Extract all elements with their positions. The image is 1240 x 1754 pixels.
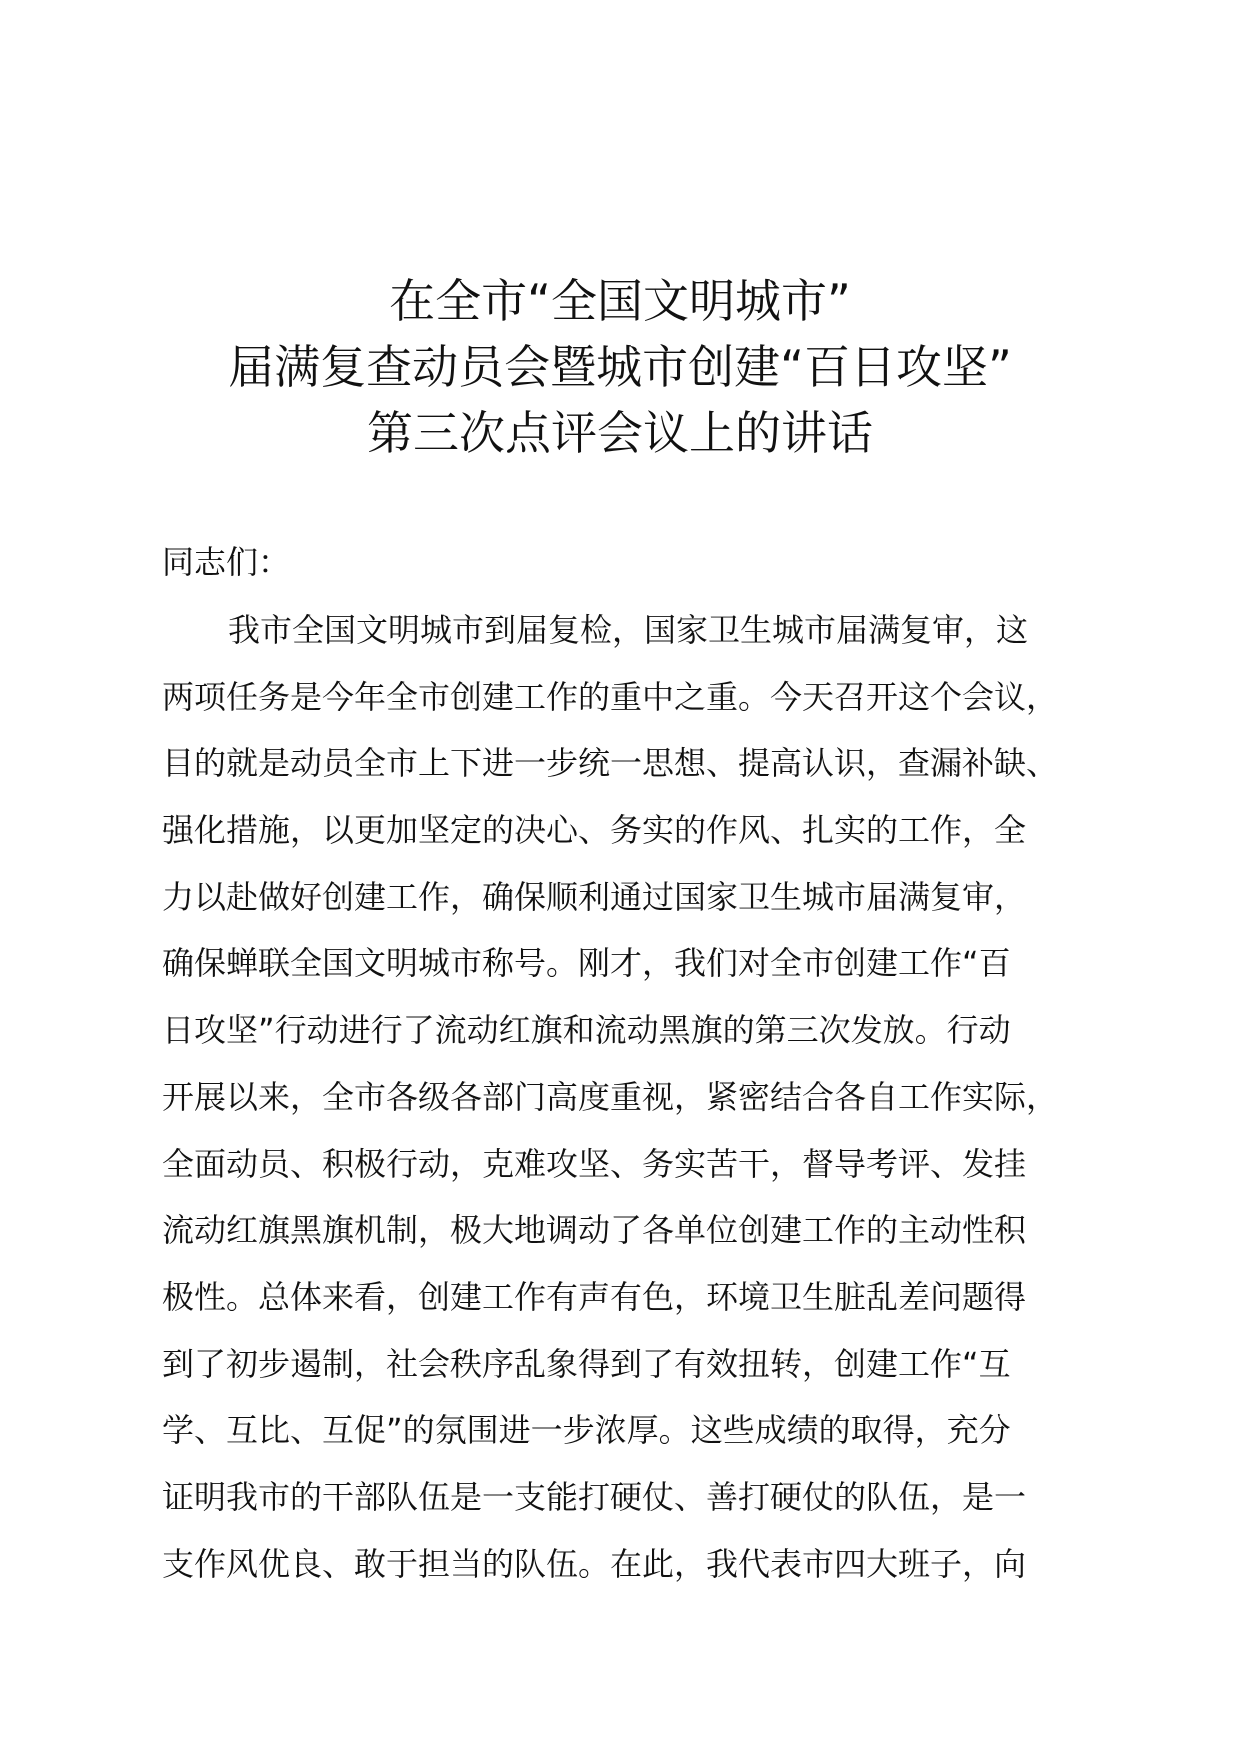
body-line: 开展以来，全市各级各部门高度重视，紧密结合各自工作实际， xyxy=(162,1077,1059,1116)
body-line: 日攻坚”行动进行了流动红旗和流动黑旗的第三次发放。行动 xyxy=(162,1011,1011,1050)
title-line-1: 在全市“全国文明城市” xyxy=(389,274,851,328)
body-line: 支作风优良、敢于担当的队伍。在此，我代表市四大班子，向 xyxy=(162,1544,1027,1583)
body-line: 证明我市的干部队伍是一支能打硬仗、善打硬仗的队伍，是一 xyxy=(162,1477,1027,1516)
body-line: 力以赴做好创建工作，确保顺利通过国家卫生城市届满复审， xyxy=(162,877,1027,916)
body-line: 两项任务是今年全市创建工作的重中之重。今天召开这个会议， xyxy=(162,677,1059,716)
body-line: 目的就是动员全市上下进一步统一思想、提高认识，查漏补缺、 xyxy=(162,744,1059,783)
body-line: 全面动员、积极行动，克难攻坚、务实苦干，督导考评、发挂 xyxy=(162,1144,1027,1183)
body-line: 强化措施，以更加坚定的决心、务实的作风、扎实的工作，全 xyxy=(162,811,1027,850)
salutation: 同志们： xyxy=(162,543,291,581)
body-line: 我市全国文明城市到届复检，国家卫生城市届满复审，这 xyxy=(228,611,1029,649)
body-line: 学、互比、互促”的氛围进一步浓厚。这些成绩的取得，充分 xyxy=(162,1411,1011,1450)
title-line-2: 届满复查动员会暨城市创建“百日攻坚” xyxy=(228,340,1012,394)
body-line: 到了初步遏制，社会秩序乱象得到了有效扭转，创建工作“互 xyxy=(162,1344,1011,1383)
body-line: 确保蝉联全国文明城市称号。刚才，我们对全市创建工作“百 xyxy=(162,944,1011,983)
document-title xyxy=(120,268,1120,466)
body-line: 流动红旗黑旗机制，极大地调动了各单位创建工作的主动性积 xyxy=(162,1211,1027,1250)
body-line: 极性。总体来看，创建工作有声有色，环境卫生脏乱差问题得 xyxy=(162,1277,1027,1316)
body-paragraph xyxy=(162,608,1102,1608)
title-line-3: 第三次点评会议上的讲话 xyxy=(367,406,873,460)
